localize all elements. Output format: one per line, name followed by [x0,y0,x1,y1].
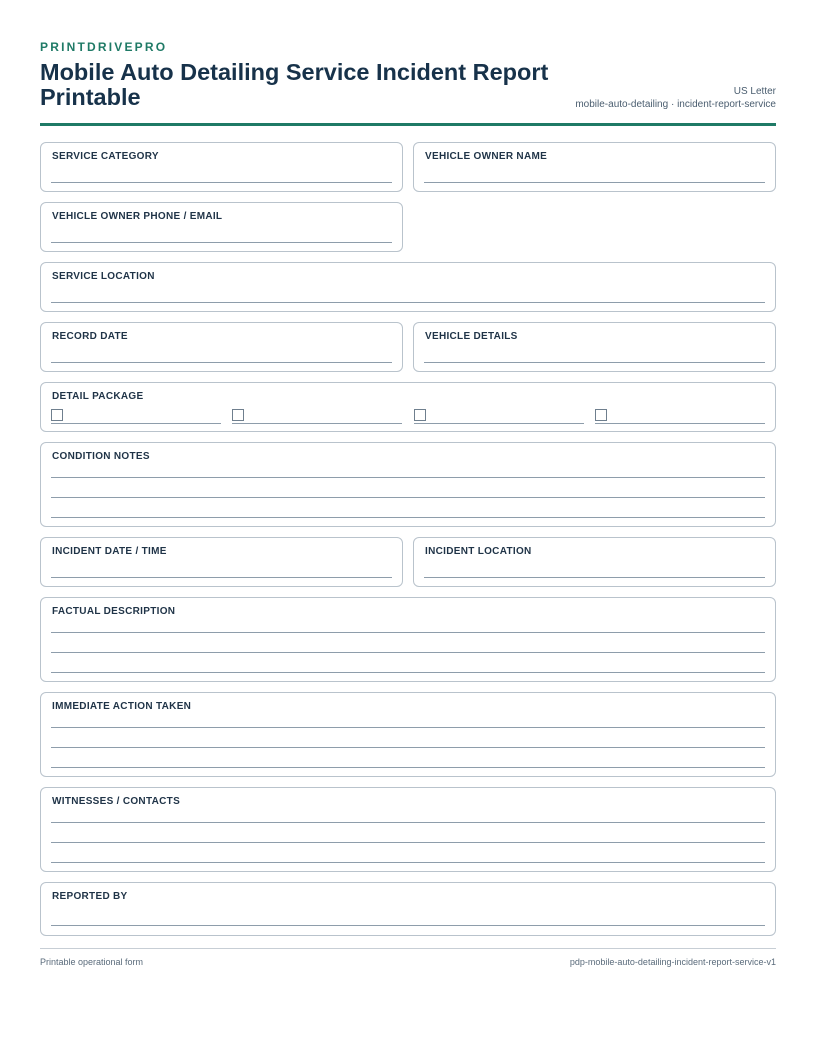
detail-package-option-1[interactable] [51,409,221,425]
factual-description-line [51,652,765,653]
page-footer [40,948,776,967]
option-line [414,423,584,424]
condition-notes-line [51,477,765,478]
brand-name: PRINTDRIVEPRO [40,40,168,54]
condition-notes-label: CONDITION NOTES [52,451,150,462]
witnesses-field[interactable] [40,787,776,872]
option-line [232,423,402,424]
condition-notes-line [51,517,765,518]
vehicle-owner-contact-line [51,242,392,243]
checkbox[interactable] [595,409,607,421]
form-tags: mobile-auto-detailing · incident-report-service [575,99,776,110]
detail-package-label: DETAIL PACKAGE [52,391,144,402]
incident-location-field[interactable] [413,537,776,587]
reported-by-line [51,925,765,926]
factual-description-line [51,632,765,633]
service-category-line [51,182,392,183]
factual-description-label: FACTUAL DESCRIPTION [52,606,176,617]
detail-package-option-3[interactable] [414,409,584,425]
vehicle-owner-name-label: VEHICLE OWNER NAME [425,151,548,162]
record-date-line [51,362,392,363]
witnesses-line [51,842,765,843]
immediate-action-line [51,767,765,768]
checkbox[interactable] [232,409,244,421]
option-line [51,423,221,424]
service-location-field[interactable] [40,262,776,312]
incident-location-line [424,577,765,578]
reported-by-label: REPORTED BY [52,891,128,902]
vehicle-details-line [424,362,765,363]
incident-datetime-label: INCIDENT DATE / TIME [52,546,167,557]
detail-package-option-2[interactable] [232,409,402,425]
service-category-field[interactable] [40,142,403,192]
service-category-label: SERVICE CATEGORY [52,151,159,162]
witnesses-line [51,822,765,823]
vehicle-owner-contact-field[interactable] [40,202,403,252]
immediate-action-line [51,747,765,748]
vehicle-details-field[interactable] [413,322,776,372]
immediate-action-label: IMMEDIATE ACTION TAKEN [52,701,192,712]
record-date-field[interactable] [40,322,403,372]
option-line [595,423,765,424]
form-header [40,40,776,126]
vehicle-owner-contact-label: VEHICLE OWNER PHONE / EMAIL [52,211,223,222]
reported-by-field[interactable] [40,882,776,936]
service-location-label: SERVICE LOCATION [52,271,155,282]
incident-datetime-field[interactable] [40,537,403,587]
immediate-action-line [51,727,765,728]
condition-notes-line [51,497,765,498]
incident-location-label: INCIDENT LOCATION [425,546,532,557]
checkbox[interactable] [414,409,426,421]
vehicle-details-label: VEHICLE DETAILS [425,331,518,342]
checkbox[interactable] [51,409,63,421]
footer-form-id: pdp-mobile-auto-detailing-incident-report-service-v1 [569,957,776,967]
vehicle-owner-name-field[interactable] [413,142,776,192]
record-date-label: RECORD DATE [52,331,128,342]
detail-package-option-4[interactable] [595,409,765,425]
factual-description-field[interactable] [40,597,776,682]
page-title: Mobile Auto Detailing Service Incident Report Printable [40,59,549,110]
form-meta [575,85,776,111]
footer-left-text: Printable operational form [40,957,144,967]
service-location-line [51,302,765,303]
paper-size: US Letter [733,86,776,97]
form-page [40,40,776,902]
incident-datetime-line [51,577,392,578]
form-fields [40,142,776,942]
immediate-action-field[interactable] [40,692,776,777]
factual-description-line [51,672,765,673]
vehicle-owner-name-line [424,182,765,183]
witnesses-label: WITNESSES / CONTACTS [52,796,181,807]
detail-package-field [40,382,776,432]
condition-notes-field[interactable] [40,442,776,527]
witnesses-line [51,862,765,863]
